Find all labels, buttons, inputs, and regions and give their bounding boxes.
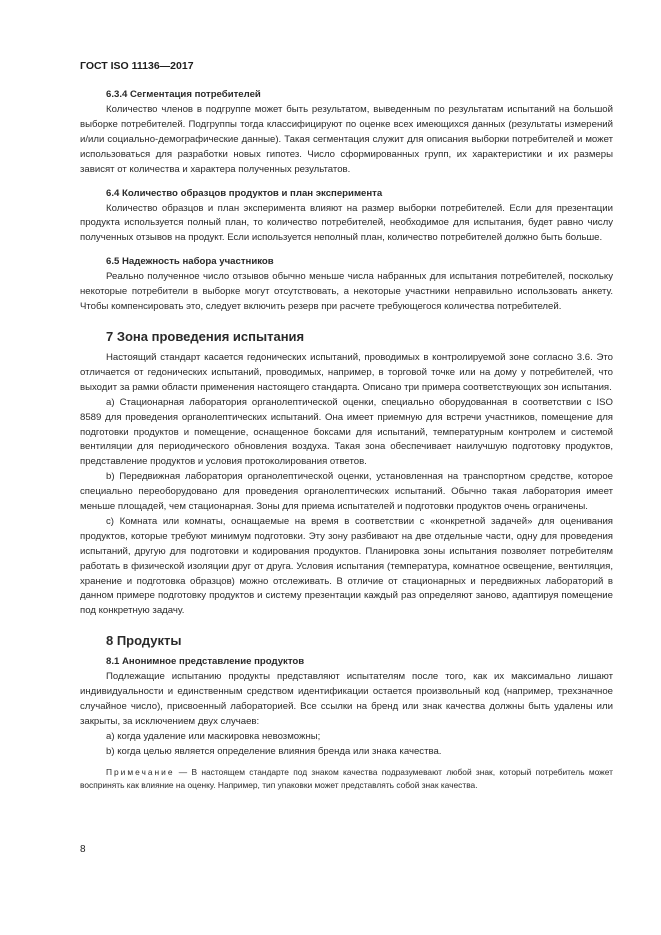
section-8-1-paragraph: Подлежащие испытанию продукты представляют испытателям после того, как их максимально лишают индивидуальности и единственным средством идентификации остается произвольный код (например, трехзначное случайное число), присвоенный лабораторией. Все ссылки на бренд или знак качества должны быть удалены или закрыты, за исключением двух случаев:	[80, 671, 613, 727]
section-8-1-item-a: а) когда удаление или маскировка невозможны;	[106, 730, 321, 742]
section-8-title: 8 Продукты	[106, 633, 182, 649]
section-6-3-4-title: 6.3.4 Сегментация потребителей	[106, 89, 261, 100]
section-6-3-4-paragraph: Количество членов в подгруппе может быть результатом, выведенным по результатам испытаний на большой выборке потребителей. Подгруппы тогда классифицируют по оценке всех имеющихся данных (результаты измерений и/или социально-демографические данные). Такая сегментация служит для описания выборки потребителей и может использоваться для разработки новых гипотез. Число сформированных групп, их характеристики и их размеры зависят от количества и характера полученных результатов.	[80, 104, 613, 175]
section-7-intro: Настоящий стандарт касается гедонических испытаний, проводимых в контролируемой зоне согласно 3.6. Это отличается от гедонических испытаний, проводимых, например, в торговой точке или на дому у потребителей, что выходит за рамки области применения настоящего стандарта. Описано три примера соответствующих зон испытания.	[80, 351, 613, 393]
section-8-1-note	[80, 766, 613, 792]
section-6-4-title: 6.4 Количество образцов продуктов и план эксперимента	[106, 187, 383, 199]
standard-header: ГОСТ ISO 11136—2017	[80, 60, 194, 72]
section-7-title: 7 Зона проведения испытания	[106, 328, 305, 344]
note-label: Примечание	[106, 766, 175, 777]
page-number: 8	[80, 844, 86, 855]
section-8-1-item-b: b) когда целью является определение влияния бренда или знака качества.	[106, 745, 442, 757]
section-7-item-b: b) Передвижная лаборатория органолептической оценки, установленная на транспортном средстве, которое специально переоборудовано для проведения органолептических испытаний. Обычно такая лаборатория имеет меньше площадей, чем стационарная. Зоны для приема испытателей и подготовки продуктов очень ограничены.	[80, 471, 613, 513]
section-7-item-c: с) Комната или комнаты, оснащаемые на время в соответствии с «конкретной задачей» для оценивания продуктов, которые требуют минимум подготовки. Эту зону разбивают на две отдельные части, одну для проведения испытаний, другую для подготовки и кодирования продуктов. Планировка зоны испытания позволяет потребителям работать в физической изоляции друг от друга. Условия испытания (температура, комнатное освещение, вентиляция, хранение и подготовка образцов) можно отслеживать. В отличие от стационарных и передвижных лабораторий в данном примере подготовку продуктов и систему презентации каждый раз определяют заново, адаптируя помещение под конкретную задачу.	[80, 515, 613, 617]
section-8-1-title: 8.1 Анонимное представление продуктов	[106, 656, 305, 668]
note-text: — В настоящем стандарте под знаком качества подразумевают любой знак, который потребитель может воспринять как влияние на оценку. Например, тип упаковки может представлять собой знак качества.	[80, 766, 613, 790]
page-content	[80, 88, 613, 792]
section-6-4-paragraph: Количество образцов и план эксперимента влияют на размер выборки потребителей. Если для презентации продукта используется полный план, то количество потребителей, необходимое для испытания, будет равно числу полученных отзывов на продукт. Если используется неполный план, количество потребителей должно быть больше.	[80, 202, 613, 244]
section-7-item-a: а) Стационарная лаборатория органолептической оценки, специально оборудованная в соответствии с ISO 8589 для проведения органолептических испытаний. Она имеет приемную для встречи участников, помещение для подготовки продуктов и помещение, оснащенное боксами для испытаний, температурным контролем и системой вентиляции для периодического обновления воздуха. Такая зона обеспечивает наилучшую подготовку продуктов, представление продуктов и условия протоколирования ответов.	[80, 396, 613, 468]
section-6-5-title: 6.5 Надежность набора участников	[106, 256, 274, 268]
section-6-5-paragraph: Реально полученное число отзывов обычно меньше числа набранных для испытания потребителей, поскольку некоторые потребители в выборке могут отсутствовать, а некоторые участники неправильно использовать анкету. Чтобы компенсировать это, следует включить резерв при расчете требующегося количества потребителей.	[80, 271, 613, 313]
